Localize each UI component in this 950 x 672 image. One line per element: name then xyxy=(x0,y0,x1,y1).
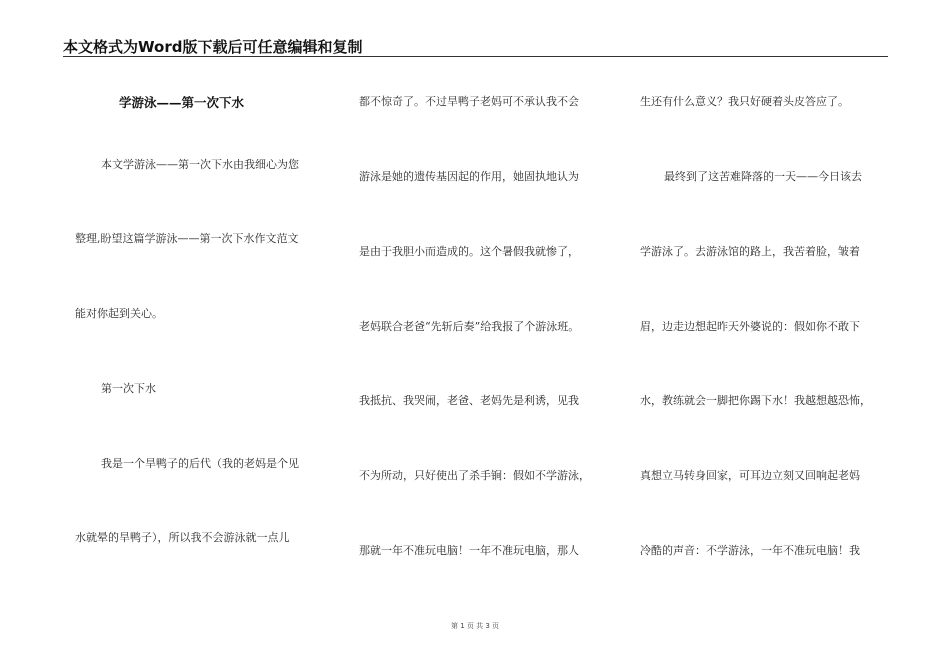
paragraph-line: 是由于我胆小而造成的。这个暑假我就惨了， xyxy=(359,245,579,258)
paragraph-line: 不为所动，只好使出了杀手锏：假如不学游泳， xyxy=(359,469,590,482)
paragraph-line: 水，教练就会一脚把你踢下水！我越想越恐怖， xyxy=(640,394,871,407)
paragraph-line: 水就晕的旱鸭子），所以我不会游泳就一点儿 xyxy=(75,531,290,544)
paragraph-line: 真想立马转身回家，可耳边立刻又回响起老妈 xyxy=(640,469,860,482)
article-title: 学游泳——第一次下水 xyxy=(119,95,245,110)
paragraph-line: 整理,盼望这篇学游泳——第一次下水作文范文 xyxy=(75,232,299,245)
paragraph-line: 我是一个旱鸭子的后代（我的老妈是个见 xyxy=(101,457,299,470)
paragraph-line: 老妈联合老爸“先斩后奏”给我报了个游泳班。 xyxy=(359,320,580,333)
paragraph-line: 冷酷的声音：不学游泳，一年不准玩电脑！我 xyxy=(640,544,860,557)
paragraph-line: 那就一年不准玩电脑！一年不准玩电脑，那人 xyxy=(359,544,579,557)
paragraph-line: 生还有什么意义？我只好硬着头皮答应了。 xyxy=(640,95,849,108)
header-divider xyxy=(63,56,888,57)
paragraph-line: 本文学游泳——第一次下水由我细心为您 xyxy=(101,158,299,171)
paragraph-line: 能对你起到关心。 xyxy=(75,307,163,320)
paragraph-line: 游泳是她的遗传基因起的作用，她固执地认为 xyxy=(359,170,579,183)
paragraph-line: 学游泳了。去游泳馆的路上，我苦着脸，皱着 xyxy=(640,245,860,258)
document-banner: 本文格式为Word版下载后可任意编辑和复制 xyxy=(63,38,363,56)
paragraph-line: 我抵抗、我哭闹，老爸、老妈先是利诱，见我 xyxy=(359,394,579,407)
paragraph-line: 最终到了这苦难降落的一天——今日该去 xyxy=(664,170,862,183)
paragraph-line: 眉，边走边想起昨天外婆说的：假如你不敢下 xyxy=(640,320,860,333)
section-heading: 第一次下水 xyxy=(101,382,156,395)
paragraph-line: 都不惊奇了。不过旱鸭子老妈可不承认我不会 xyxy=(359,95,579,108)
page-number: 第 1 页 共 3 页 xyxy=(450,622,500,630)
